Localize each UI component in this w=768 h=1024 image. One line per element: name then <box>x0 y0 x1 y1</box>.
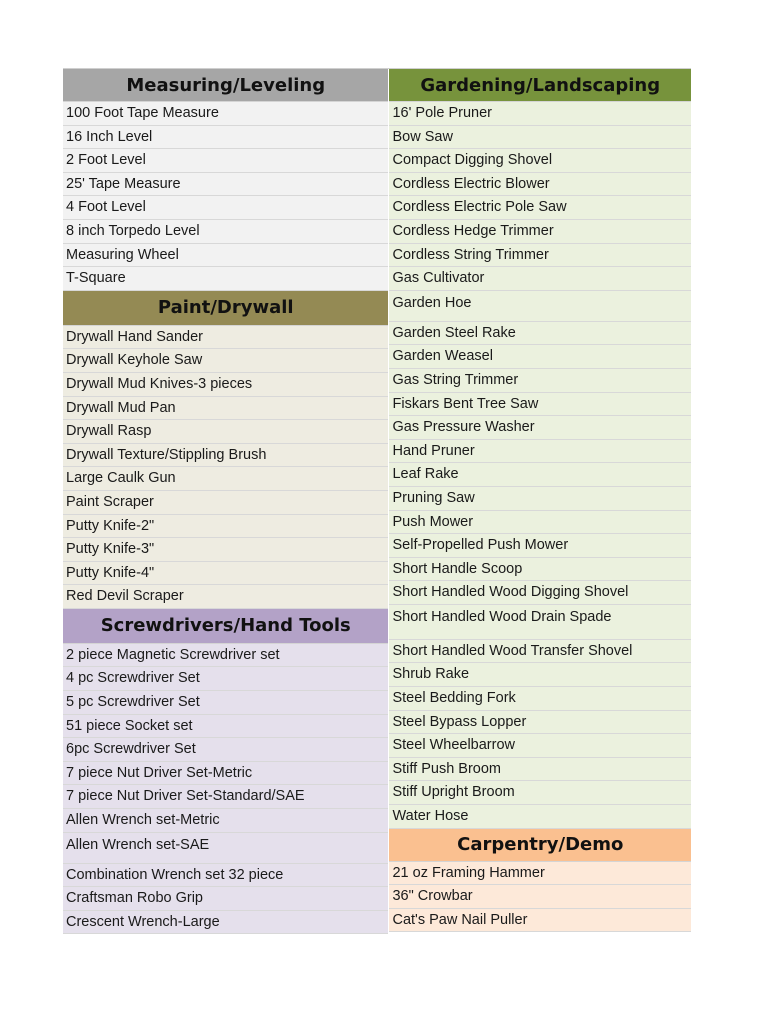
screwdrivers-section-header: Screwdrivers/Hand Tools <box>63 609 388 644</box>
gardening-item: Gas String Trimmer <box>389 369 691 393</box>
gardening-item: Cordless Electric Pole Saw <box>389 196 691 220</box>
gardening-item: Short Handled Wood Digging Shovel <box>389 581 691 605</box>
measuring-item: T-Square <box>63 267 388 291</box>
gardening-item: Compact Digging Shovel <box>389 149 691 173</box>
measuring-section-header: Measuring/Leveling <box>63 69 388 102</box>
screwdrivers-item: 7 piece Nut Driver Set-Standard/SAE <box>63 785 388 809</box>
paint-section-header: Paint/Drywall <box>63 291 388 326</box>
gardening-item: Shrub Rake <box>389 663 691 687</box>
gardening-item: Short Handled Wood Transfer Shovel <box>389 640 691 664</box>
paint-item: Red Devil Scraper <box>63 585 388 609</box>
paint-item: Putty Knife-3" <box>63 538 388 562</box>
paint-item: Drywall Keyhole Saw <box>63 349 388 373</box>
measuring-item: 8 inch Torpedo Level <box>63 220 388 244</box>
gardening-item: Steel Wheelbarrow <box>389 734 691 758</box>
screwdrivers-item: 51 piece Socket set <box>63 715 388 739</box>
screwdrivers-item: 2 piece Magnetic Screwdriver set <box>63 644 388 668</box>
measuring-item: 16 Inch Level <box>63 126 388 150</box>
tool-inventory-table <box>63 68 691 934</box>
gardening-item: Short Handle Scoop <box>389 558 691 582</box>
screwdrivers-item: 4 pc Screwdriver Set <box>63 667 388 691</box>
gardening-item: Stiff Upright Broom <box>389 781 691 805</box>
gardening-item: Cordless String Trimmer <box>389 244 691 268</box>
screwdrivers-item: 7 piece Nut Driver Set-Metric <box>63 762 388 786</box>
gardening-item: Garden Weasel <box>389 345 691 369</box>
gardening-item: Pruning Saw <box>389 487 691 511</box>
gardening-item: Push Mower <box>389 511 691 535</box>
gardening-item: Self-Propelled Push Mower <box>389 534 691 558</box>
measuring-item: 100 Foot Tape Measure <box>63 102 388 126</box>
gardening-item: Hand Pruner <box>389 440 691 464</box>
carpentry-item: Cat's Paw Nail Puller <box>389 909 691 933</box>
gardening-item: Water Hose <box>389 805 691 829</box>
paint-item: Drywall Mud Knives-3 pieces <box>63 373 388 397</box>
gardening-item: Garden Steel Rake <box>389 322 691 346</box>
paint-item: Drywall Texture/Stippling Brush <box>63 444 388 468</box>
measuring-item: 25' Tape Measure <box>63 173 388 197</box>
paint-item: Putty Knife-4" <box>63 562 388 586</box>
paint-item: Large Caulk Gun <box>63 467 388 491</box>
gardening-item: Steel Bypass Lopper <box>389 711 691 735</box>
gardening-item: Steel Bedding Fork <box>389 687 691 711</box>
gardening-item: Cordless Hedge Trimmer <box>389 220 691 244</box>
gardening-section-header: Gardening/Landscaping <box>389 69 691 102</box>
paint-item: Drywall Hand Sander <box>63 326 388 350</box>
carpentry-item: 21 oz Framing Hammer <box>389 862 691 886</box>
paint-item: Drywall Rasp <box>63 420 388 444</box>
paint-item: Putty Knife-2" <box>63 515 388 539</box>
screwdrivers-item: Crescent Wrench-Large <box>63 911 388 935</box>
left-column <box>63 69 388 934</box>
measuring-item: 4 Foot Level <box>63 196 388 220</box>
carpentry-item: 36" Crowbar <box>389 885 691 909</box>
screwdrivers-item: Allen Wrench set-Metric <box>63 809 388 833</box>
gardening-item: Stiff Push Broom <box>389 758 691 782</box>
measuring-item: Measuring Wheel <box>63 244 388 268</box>
paint-item: Paint Scraper <box>63 491 388 515</box>
carpentry-section-header: Carpentry/Demo <box>389 829 691 862</box>
gardening-item: Fiskars Bent Tree Saw <box>389 393 691 417</box>
screwdrivers-item: Combination Wrench set 32 piece <box>63 864 388 888</box>
screwdrivers-item: 6pc Screwdriver Set <box>63 738 388 762</box>
gardening-item: Cordless Electric Blower <box>389 173 691 197</box>
gardening-item: Gas Pressure Washer <box>389 416 691 440</box>
gardening-item: Garden Hoe <box>389 291 691 322</box>
gardening-item: 16' Pole Pruner <box>389 102 691 126</box>
right-column <box>388 69 691 934</box>
gardening-item: Short Handled Wood Drain Spade <box>389 605 691 640</box>
screwdrivers-item: Allen Wrench set-SAE <box>63 833 388 864</box>
gardening-item: Leaf Rake <box>389 463 691 487</box>
measuring-item: 2 Foot Level <box>63 149 388 173</box>
gardening-item: Gas Cultivator <box>389 267 691 291</box>
paint-item: Drywall Mud Pan <box>63 397 388 421</box>
screwdrivers-item: 5 pc Screwdriver Set <box>63 691 388 715</box>
screwdrivers-item: Craftsman Robo Grip <box>63 887 388 911</box>
gardening-item: Bow Saw <box>389 126 691 150</box>
